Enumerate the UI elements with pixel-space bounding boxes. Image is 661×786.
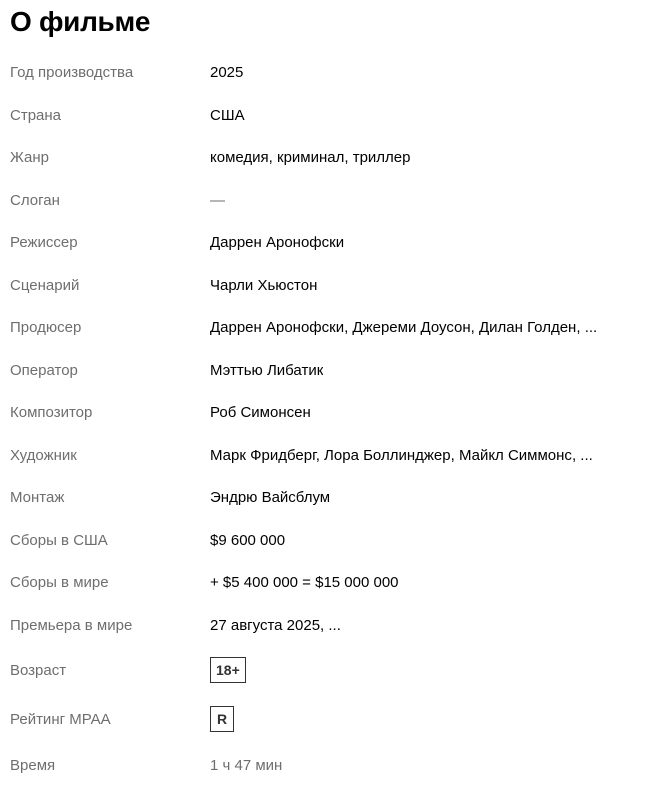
row-operator xyxy=(0,356,661,386)
mpaa-rating-badge[interactable]: R xyxy=(210,706,234,732)
screenplay-value xyxy=(210,271,317,301)
runtime-value: 1 ч 47 мин xyxy=(210,757,283,774)
box-usa-value xyxy=(210,526,285,556)
artist-link[interactable]: Марк Фридберг xyxy=(210,447,316,464)
screenplay-link[interactable]: Чарли Хьюстон xyxy=(210,277,318,294)
runtime-label: Время xyxy=(10,757,56,774)
editing-link[interactable]: Эндрю Вайсблум xyxy=(210,489,331,506)
director-value xyxy=(210,228,344,258)
box-world-prefix: + $5 400 000 = xyxy=(210,574,316,591)
producer-value: Даррен Аронофски, Джереми Доусон, Дилан Голден, ... xyxy=(210,319,598,336)
row-runtime xyxy=(0,751,661,781)
artist-value: Марк Фридберг, Лора Боллинджер, Майкл Симмонс, ... xyxy=(210,447,593,464)
slogan-value: — xyxy=(210,192,225,209)
row-composer xyxy=(0,398,661,428)
director-label: Режиссер xyxy=(10,234,78,251)
artist-link[interactable]: Лора Боллинджер xyxy=(324,447,451,464)
genre-value: комедия, криминал, триллер xyxy=(210,149,411,166)
artist-label: Художник xyxy=(10,447,77,464)
country-link[interactable]: США xyxy=(210,107,245,124)
box-world-value xyxy=(210,568,399,598)
row-slogan xyxy=(0,186,661,216)
premiere-date-link[interactable]: 27 августа 2025 xyxy=(210,617,321,634)
operator-link[interactable]: Мэттью Либатик xyxy=(210,362,324,379)
year-label: Год производства xyxy=(10,64,134,81)
premiere-value: 27 августа 2025, ... xyxy=(210,617,341,634)
composer-label: Композитор xyxy=(10,404,93,421)
operator-value xyxy=(210,356,323,386)
year-link[interactable]: 2025 xyxy=(210,64,244,81)
row-editing xyxy=(0,483,661,513)
row-box-usa xyxy=(0,526,661,556)
row-artist xyxy=(0,441,661,471)
editing-value xyxy=(210,483,330,513)
premiere-label: Премьера в мире xyxy=(10,617,133,634)
producer-more-link[interactable]: ... xyxy=(584,319,598,336)
box-usa-link[interactable]: $9 600 000 xyxy=(210,532,286,549)
year-value xyxy=(210,58,243,88)
row-year xyxy=(0,58,661,88)
director-link[interactable]: Даррен Аронофски xyxy=(210,234,345,251)
operator-label: Оператор xyxy=(10,362,78,379)
row-mpaa xyxy=(0,705,661,735)
country-value xyxy=(210,101,245,131)
editing-label: Монтаж xyxy=(10,489,65,506)
mpaa-label: Рейтинг MPAA xyxy=(10,711,111,728)
row-country xyxy=(0,101,661,131)
artist-link[interactable]: Майкл Симмонс xyxy=(458,447,572,464)
row-age xyxy=(0,656,661,686)
row-box-world xyxy=(0,568,661,598)
producer-link[interactable]: Джереми Доусон xyxy=(352,319,471,336)
age-rating-badge[interactable]: 18+ xyxy=(210,657,246,683)
row-premiere xyxy=(0,611,661,641)
age-label: Возраст xyxy=(10,662,67,679)
premiere-more-link[interactable]: ... xyxy=(328,617,341,634)
country-label: Страна xyxy=(10,107,62,124)
slogan-label: Слоган xyxy=(10,192,60,209)
row-screenplay xyxy=(0,271,661,301)
screenplay-label: Сценарий xyxy=(10,277,80,294)
row-producer xyxy=(0,313,661,343)
genre-link-crime[interactable]: криминал xyxy=(277,149,345,166)
producer-label: Продюсер xyxy=(10,319,82,336)
producer-link[interactable]: Дилан Голден xyxy=(478,319,577,336)
page-title: О фильме xyxy=(10,6,151,37)
row-director xyxy=(0,228,661,258)
genre-link-thriller[interactable]: триллер xyxy=(352,149,411,166)
row-genre xyxy=(0,143,661,173)
composer-link[interactable]: Роб Симонсен xyxy=(210,404,311,421)
box-world-link[interactable]: $15 000 000 xyxy=(315,574,399,591)
genre-link-comedy[interactable]: комедия xyxy=(210,149,269,166)
genre-label: Жанр xyxy=(10,149,49,166)
box-usa-label: Сборы в США xyxy=(10,532,108,549)
composer-value xyxy=(210,398,311,428)
artist-more-link[interactable]: ... xyxy=(580,447,593,464)
producer-link[interactable]: Даррен Аронофски xyxy=(210,319,345,336)
box-world-label: Сборы в мире xyxy=(10,574,109,591)
